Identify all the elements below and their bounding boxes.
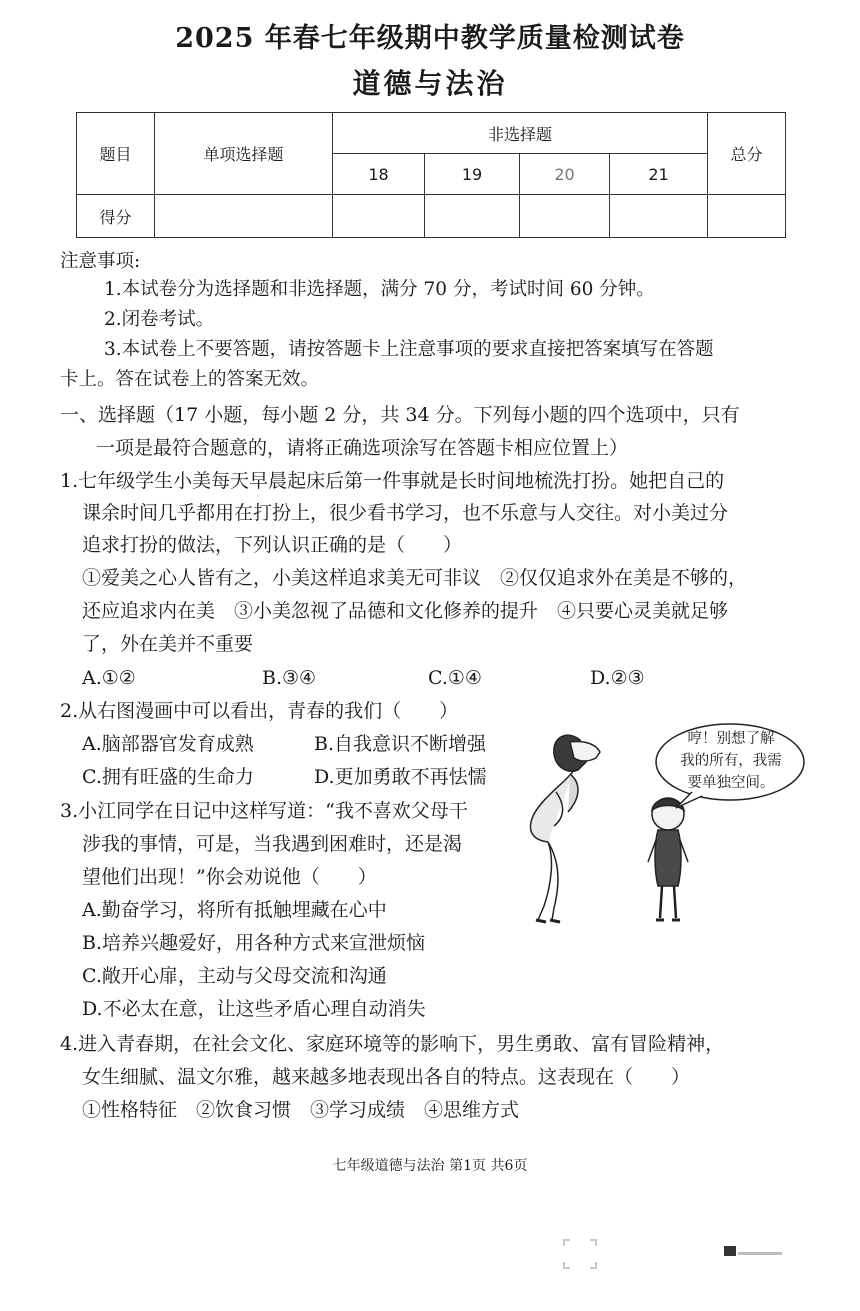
question-1-statements: ①爱美之心人皆有之，小美这样追求美无可非议 ②仅仅追求外在美是不够的，: [82, 567, 748, 589]
question-2-option-b: B.自我意识不断增强: [314, 733, 487, 755]
question-1-statements-cont: 还应追求内在美 ③小美忽视了品德和文化修养的提升 ④只要心灵美就足够: [82, 600, 729, 622]
question-4-statements: ①性格特征 ②饮食习惯 ③学习成绩 ④思维方式: [82, 1099, 520, 1121]
question-2-option-d: D.更加勇敢不再怯懦: [314, 766, 487, 788]
table-row-label-score: 得分: [77, 195, 155, 238]
question-3-stem: 3.小江同学在日记中这样写道：“我不喜欢父母干: [60, 800, 468, 822]
question-3-stem-cont: 涉我的事情，可是，当我遇到困难时，还是渴: [82, 833, 463, 855]
score-cell-total: [708, 195, 786, 238]
question-4-stem: 4.进入青春期，在社会文化、家庭环境等的影响下，男生勇敢、富有冒险精神，: [60, 1033, 725, 1055]
score-cell-q18: [333, 195, 425, 238]
score-cell-q21: [610, 195, 708, 238]
score-cell-single-choice: [155, 195, 333, 238]
question-4-stem-cont: 女生细腻、温文尔雅，越来越多地表现出各自的特点。这表现在（ ）: [82, 1066, 691, 1088]
question-3-option-d: D.不必太在意，让这些矛盾心理自动消失: [82, 998, 426, 1020]
notice-item-3: 3.本试卷上不要答题，请按答题卡上注意事项的要求直接把答案填写在答题: [104, 339, 714, 360]
score-cell-q20: [520, 195, 610, 238]
speech-bubble-text: [658, 728, 804, 794]
table-header-q20: 20: [520, 154, 610, 195]
notice-item-1: 1.本试卷分为选择题和非选择题，满分 70 分，考试时间 60 分钟。: [104, 279, 655, 300]
table-header-q19: 19: [425, 154, 520, 195]
boy-figure: [648, 798, 688, 920]
section-heading-cont: 一项是最符合题意的，请将正确选项涂写在答题卡相应位置上）: [96, 437, 629, 459]
speech-bubble-line: 哼！别想了解: [687, 731, 775, 747]
question-1-stem-cont: 课余时间几乎都用在打扮上，很少看书学习，也不乐意与人交往。对小美过分: [82, 502, 729, 524]
exam-subject: 道德与法治: [352, 67, 508, 100]
speech-bubble-line: 我的所有，我需: [680, 753, 782, 769]
question-1-stem-cont: 追求打扮的做法，下列认识正确的是（ ）: [82, 534, 463, 556]
score-cell-q19: [425, 195, 520, 238]
question-1-stem: 1.七年级学生小美每天早晨起床后第一件事就是长时间地梳洗打扮。她把自己的: [60, 470, 725, 492]
notice-item-2: 2.闭卷考试。: [104, 309, 215, 330]
table-header-q21: 21: [610, 154, 708, 195]
question-2-option-c: C.拥有旺盛的生命力: [82, 766, 254, 788]
question-2-stem: 2.从右图漫画中可以看出，青春的我们（ ）: [60, 700, 459, 722]
table-header-single-choice: 单项选择题: [155, 113, 333, 195]
question-1-option-a: A.①②: [82, 667, 136, 689]
woman-figure: [530, 735, 600, 922]
notice-item-3-cont: 卡上。答在试卷上的答案无效。: [60, 369, 320, 390]
question-1-statements-cont: 了，外在美并不重要: [82, 633, 254, 655]
notice-heading: 注意事项:: [60, 251, 141, 272]
question-3-option-b: B.培养兴趣爱好，用各种方式来宣泄烦恼: [82, 932, 426, 954]
question-3-stem-cont: 望他们出现！”你会劝说他（ ）: [82, 866, 377, 888]
question-1-option-b: B.③④: [262, 667, 317, 689]
comic-illustration: [508, 722, 808, 932]
table-header-total: 总分: [708, 113, 786, 195]
table-header-item: 题目: [77, 113, 155, 195]
table-header-non-choice: 非选择题: [333, 113, 708, 154]
page-footer: 七年级道德与法治 第1页 共6页: [332, 1158, 528, 1174]
exam-title: 2025 年春七年级期中教学质量检测试卷: [175, 23, 685, 54]
section-heading: 一、选择题（17 小题，每小题 2 分，共 34 分。下列每小题的四个选项中，只有: [60, 404, 740, 426]
watermark-icon: [724, 1244, 784, 1258]
question-1-option-c: C.①④: [428, 667, 482, 689]
question-3-option-c: C.敞开心扉，主动与父母交流和沟通: [82, 965, 387, 987]
speech-bubble-line: 要单独空间。: [687, 775, 775, 791]
score-table: [76, 112, 786, 238]
question-3-option-a: A.勤奋学习，将所有抵触埋藏在心中: [82, 899, 387, 921]
table-header-q18: 18: [333, 154, 425, 195]
scan-corner-mark-icon: [560, 1236, 600, 1272]
question-2-option-a: A.脑部器官发育成熟: [82, 733, 254, 755]
question-1-option-d: D.②③: [590, 667, 645, 689]
